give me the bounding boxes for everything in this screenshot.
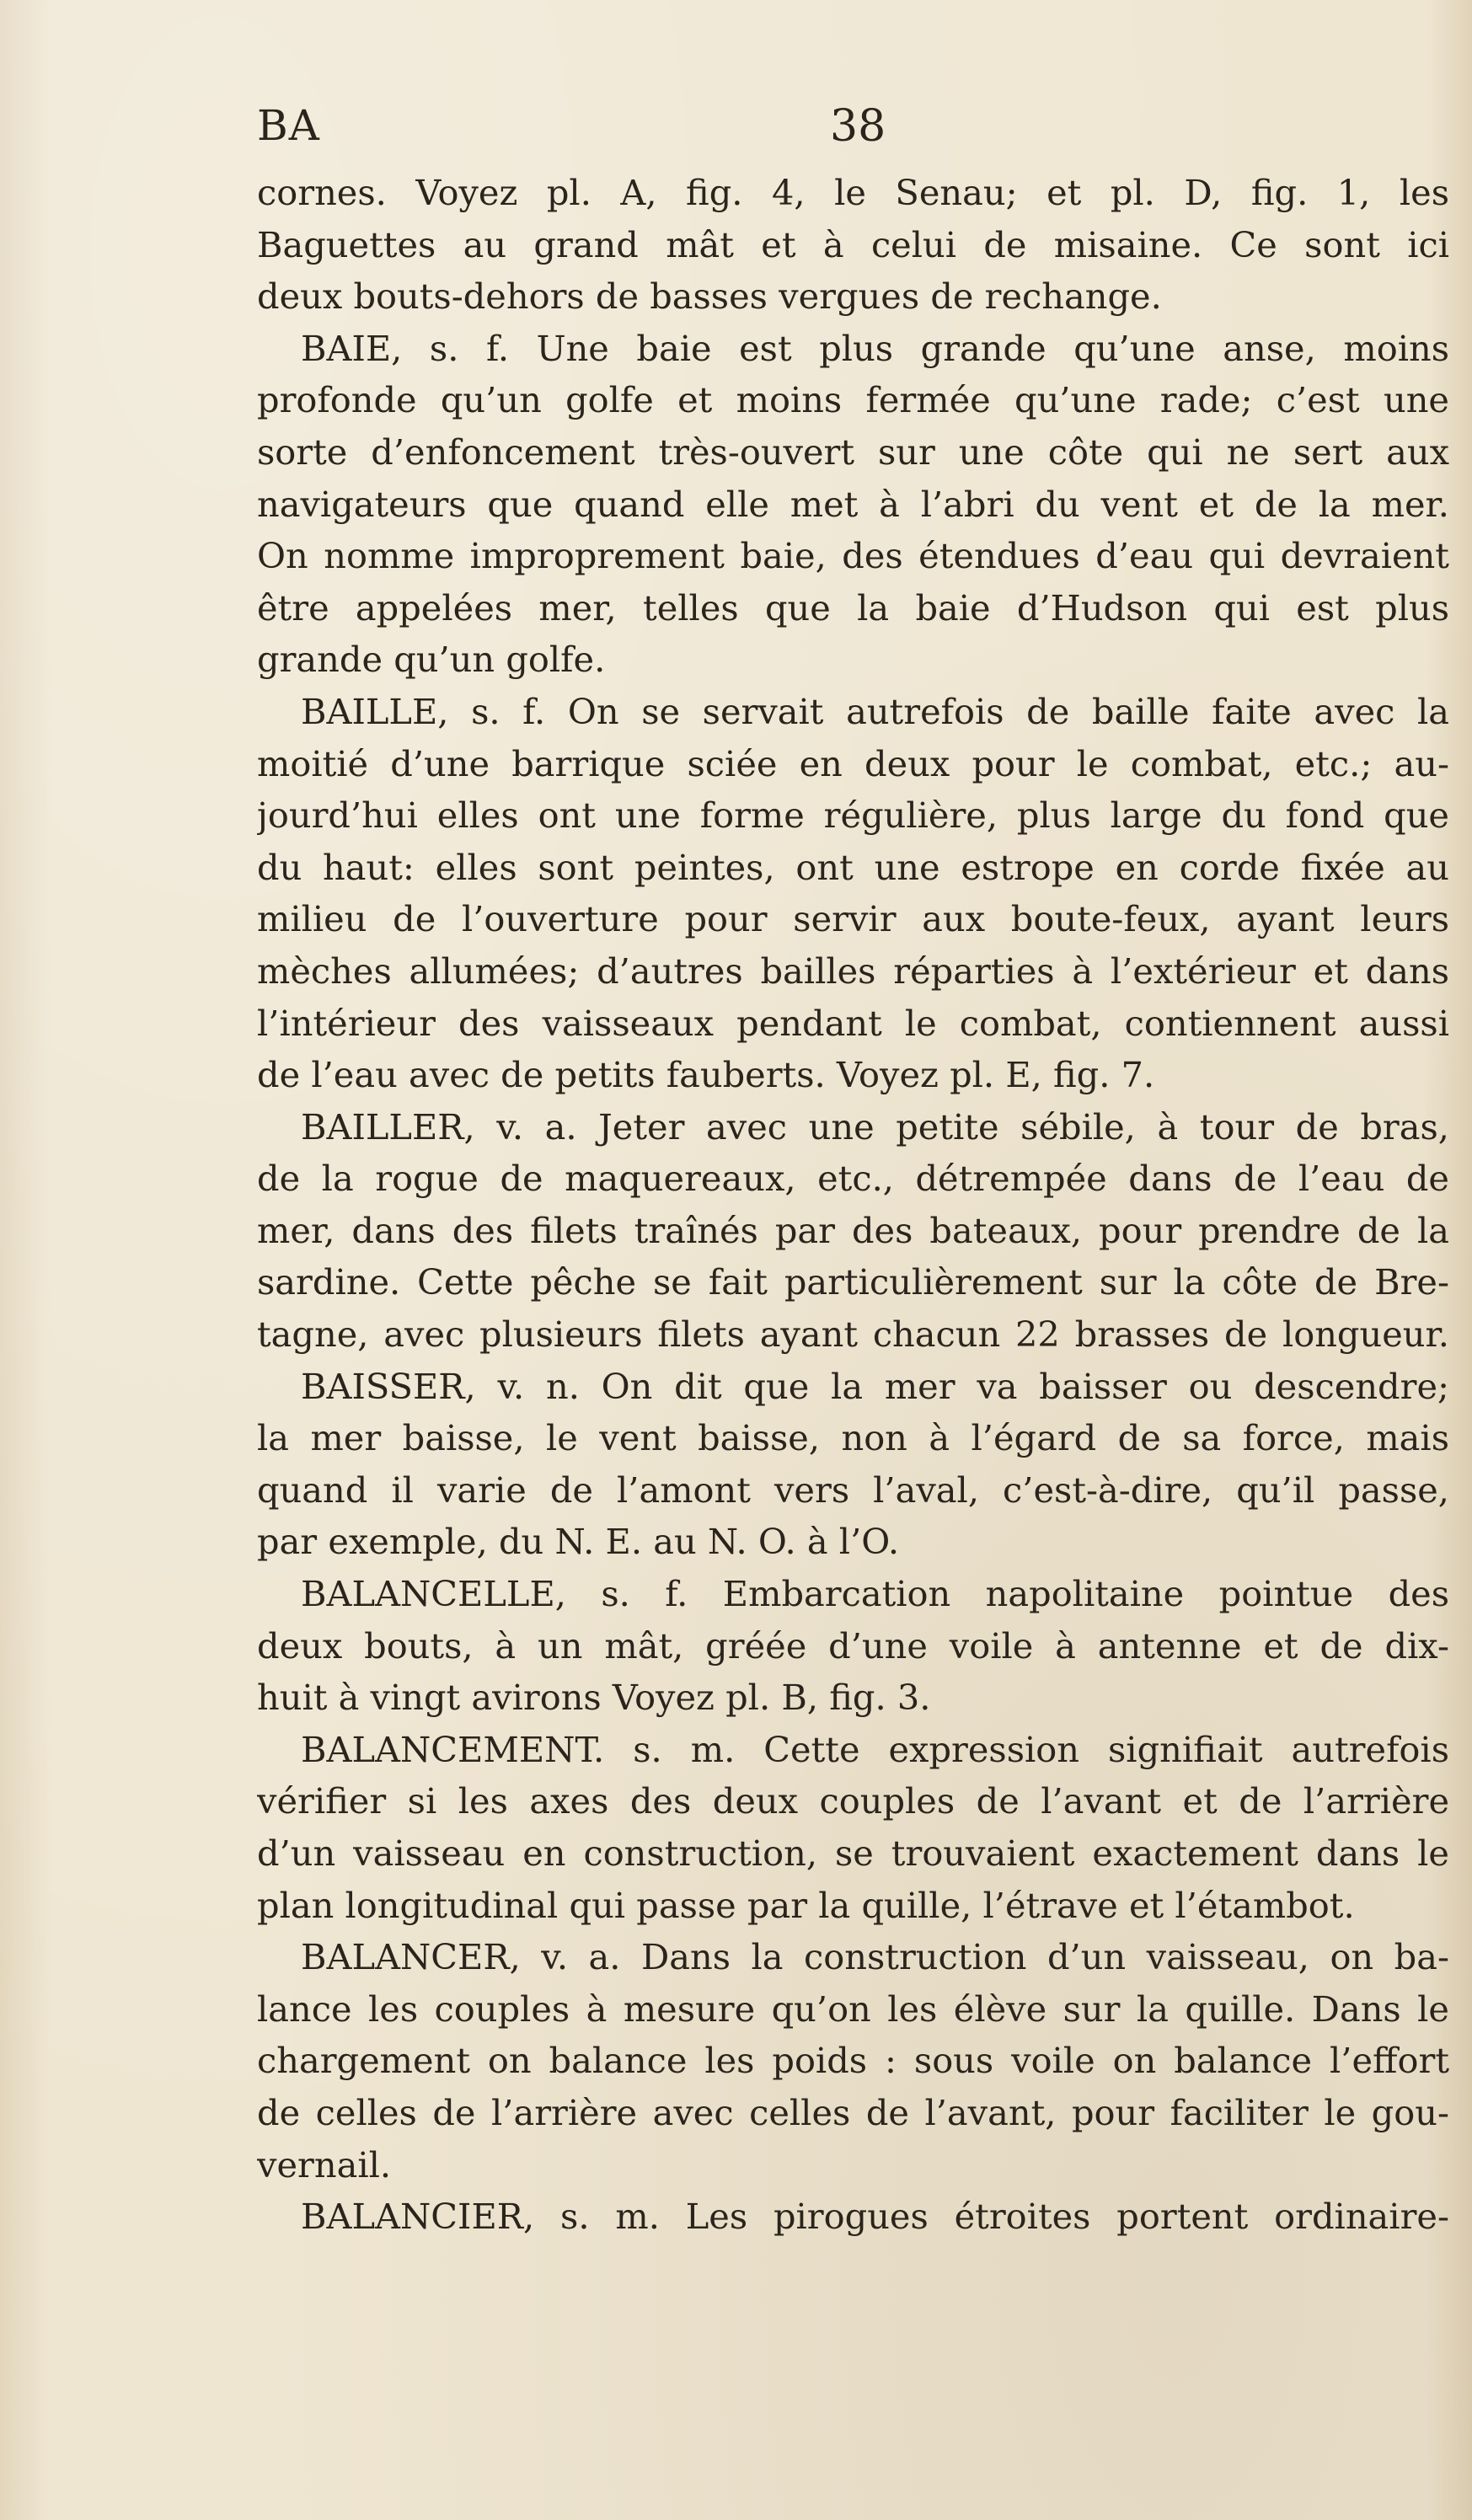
text-line: BALANCEMENT. s. m. Cette expression signifiait autrefois	[301, 1728, 1449, 1770]
text-line: mèches allumées; d’autres bailles réparties à l’extérieur et dans	[257, 950, 1449, 992]
page-number: 38	[830, 101, 886, 152]
text-line: BAISSER, v. n. On dit que la mer va baisser ou descendre;	[301, 1365, 1449, 1407]
text-line: du haut: elles sont peintes, ont une estrope en corde fixée au	[257, 846, 1449, 888]
text-line: vérifier si les axes des deux couples de l’avant et de l’arrière	[257, 1780, 1449, 1822]
text-line: sorte d’enfoncement très-ouvert sur une côte qui ne sert aux	[257, 431, 1449, 473]
text-line: lance les couples à mesure qu’on les élève sur la quille. Dans le	[257, 1988, 1449, 2030]
text-line: de l’eau avec de petits fauberts. Voyez pl. E, fig. 7.	[257, 1054, 1155, 1096]
text-body	[257, 167, 1449, 2243]
text-line: vernail.	[257, 2143, 392, 2186]
text-line: Baguettes au grand mât et à celui de misaine. Ce sont ici	[257, 223, 1449, 265]
running-head: BA	[257, 101, 320, 150]
text-line: deux bouts, à un mât, gréée d’une voile à antenne et de dix-	[257, 1624, 1449, 1667]
text-line: cornes. Voyez pl. A, fig. 4, le Senau; et pl. D, fig. 1, les	[257, 172, 1449, 213]
text-line: l’intérieur des vaisseaux pendant le combat, contiennent aussi	[257, 1002, 1449, 1044]
text-line: profonde qu’un golfe et moins fermée qu’une rade; c’est une	[257, 379, 1449, 421]
text-line: BALANCIER, s. m. Les pirogues étroites portent ordinaire-	[301, 2196, 1449, 2238]
text-line: On nomme improprement baie, des étendues d’eau qui devraient	[257, 535, 1449, 577]
text-line: plan longitudinal qui passe par la quille, l’étrave et l’étambot.	[257, 1884, 1355, 1926]
text-line: chargement on balance les poids : sous voile on balance l’effort	[257, 2040, 1449, 2082]
text-line: d’un vaisseau en construction, se trouvaient exactement dans le	[257, 1832, 1449, 1874]
page-header	[257, 101, 1437, 169]
text-line: de la rogue de maquereaux, etc., détrempée dans de l’eau de	[257, 1158, 1449, 1200]
text-line: de celles de l’arrière avec celles de l’avant, pour faciliter le gou-	[257, 2091, 1449, 2133]
text-line: BAILLER, v. a. Jeter avec une petite sébile, à tour de bras,	[301, 1105, 1449, 1148]
text-line: grande qu’un golfe.	[257, 639, 606, 681]
text-line: BALANCELLE, s. f. Embarcation napolitaine pointue des	[301, 1573, 1449, 1615]
text-line: milieu de l’ouverture pour servir aux boute-feux, ayant leurs	[257, 898, 1449, 940]
text-line: BALANCER, v. a. Dans la construction d’un vaisseau, on ba-	[301, 1936, 1449, 1978]
text-line: navigateurs que quand elle met à l’abri du vent et de la mer.	[257, 483, 1449, 525]
text-line: BAIE, s. f. Une baie est plus grande qu’une anse, moins	[301, 327, 1449, 369]
text-line: être appelées mer, telles que la baie d’Hudson qui est plus	[257, 586, 1449, 629]
text-line: deux bouts-dehors de basses vergues de rechange.	[257, 276, 1162, 318]
text-line: moitié d’une barrique sciée en deux pour le combat, etc.; au-	[257, 742, 1449, 784]
text-line: huit à vingt avirons Voyez pl. B, fig. 3.	[257, 1677, 931, 1719]
text-line: la mer baisse, le vent baisse, non à l’égard de sa force, mais	[257, 1417, 1449, 1459]
text-line: quand il varie de l’amont vers l’aval, c’est-à-dire, qu’il passe,	[257, 1469, 1449, 1511]
text-line: mer, dans des filets traînés par des bateaux, pour prendre de la	[257, 1209, 1449, 1251]
text-line: jourd’hui elles ont une forme régulière, plus large du fond que	[257, 795, 1449, 837]
text-line: sardine. Cette pêche se fait particulièrement sur la côte de Bre-	[257, 1261, 1449, 1303]
text-line: par exemple, du N. E. au N. O. à l’O.	[257, 1521, 900, 1563]
text-line: BAILLE, s. f. On se servait autrefois de baille faite avec la	[301, 690, 1449, 732]
text-line: tagne, avec plusieurs filets ayant chacun 22 brasses de longueur.	[257, 1314, 1449, 1356]
